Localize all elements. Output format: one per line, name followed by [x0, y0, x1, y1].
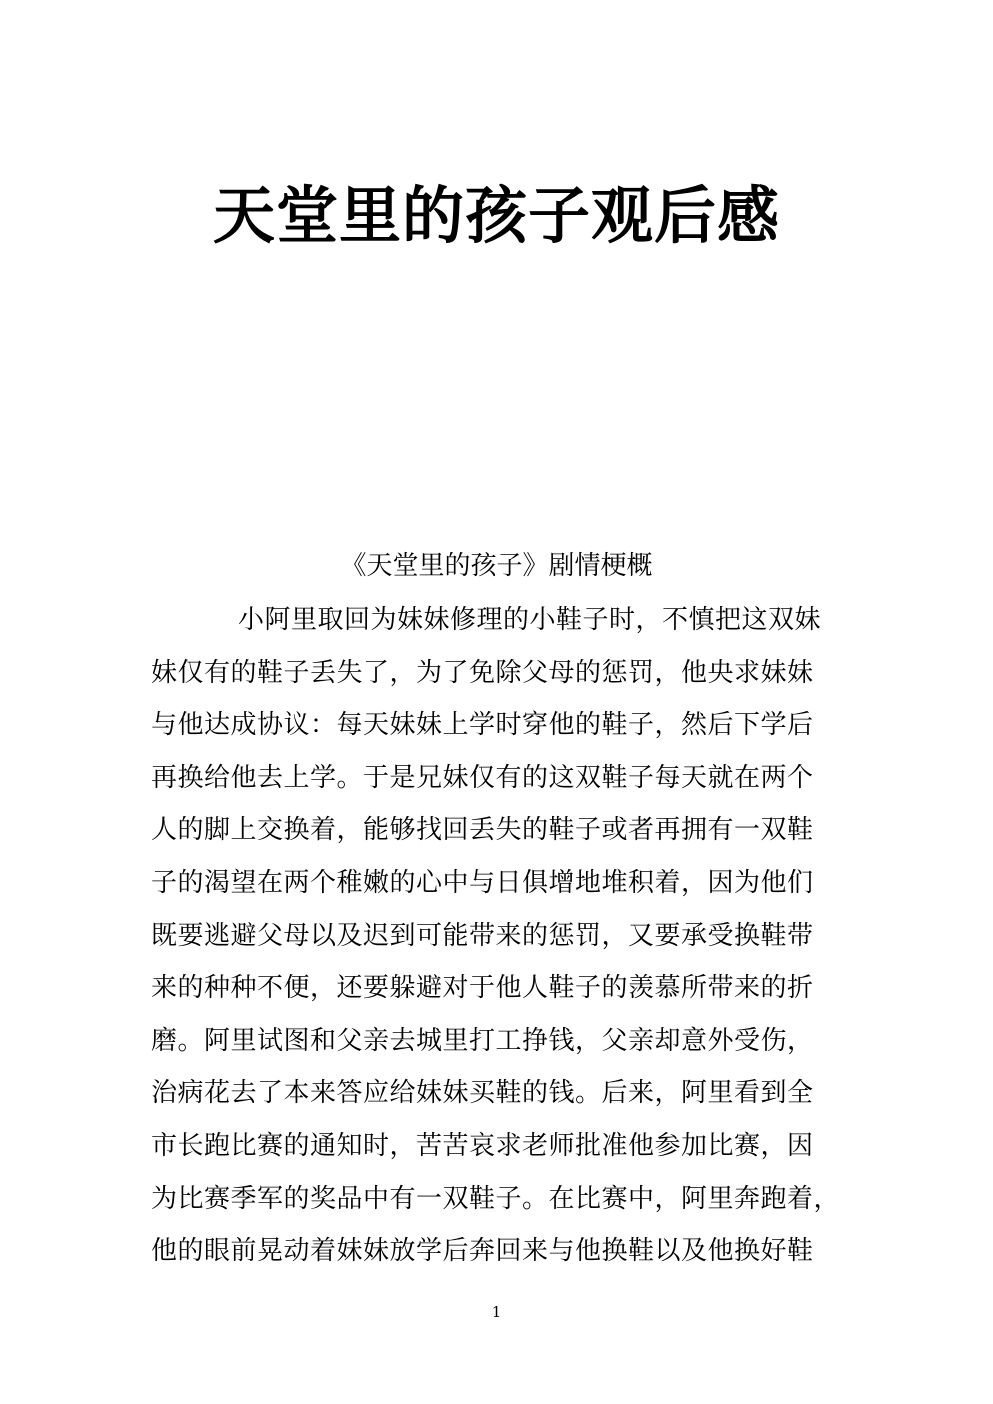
section-heading: 《天堂里的孩子》剧情梗概 — [340, 551, 653, 581]
body-line: 磨。阿里试图和父亲去城里打工挣钱，父亲却意外受伤， — [151, 1025, 814, 1056]
body-line: 来的种种不便，还要躲避对于他人鞋子的羡慕所带来的折 — [151, 973, 814, 1004]
body-line: 治病花去了本来答应给妹妹买鞋的钱。后来，阿里看到全 — [151, 1078, 814, 1109]
body-line: 妹仅有的鞋子丢失了，为了免除父母的惩罚，他央求妹妹 — [151, 657, 814, 688]
body-line: 小阿里取回为妹妹修理的小鞋子时，不慎把这双妹 — [238, 605, 822, 635]
body-line: 再换给他去上学。于是兄妹仅有的这双鞋子每天就在两个 — [151, 762, 814, 793]
body-paragraph — [151, 598, 841, 1282]
body-line: 他的眼前晃动着妹妹放学后奔回来与他换鞋以及他换好鞋 — [151, 1236, 814, 1267]
body-line: 子的渴望在两个稚嫩的心中与日俱增地堆积着，因为他们 — [151, 867, 814, 898]
body-line: 人的脚上交换着，能够找回丢失的鞋子或者再拥有一双鞋 — [151, 815, 814, 846]
body-line: 与他达成协议：每天妹妹上学时穿他的鞋子，然后下学后 — [151, 710, 814, 741]
body-line: 为比赛季军的奖品中有一双鞋子。在比赛中，阿里奔跑着， — [151, 1183, 841, 1214]
body-line: 市长跑比赛的通知时，苦苦哀求老师批准他参加比赛，因 — [151, 1130, 814, 1161]
page-title: 天堂里的孩子观后感 — [212, 179, 780, 252]
body-line: 既要逃避父母以及迟到可能带来的惩罚，又要承受换鞋带 — [151, 920, 814, 951]
page-number: 1 — [491, 1303, 502, 1321]
